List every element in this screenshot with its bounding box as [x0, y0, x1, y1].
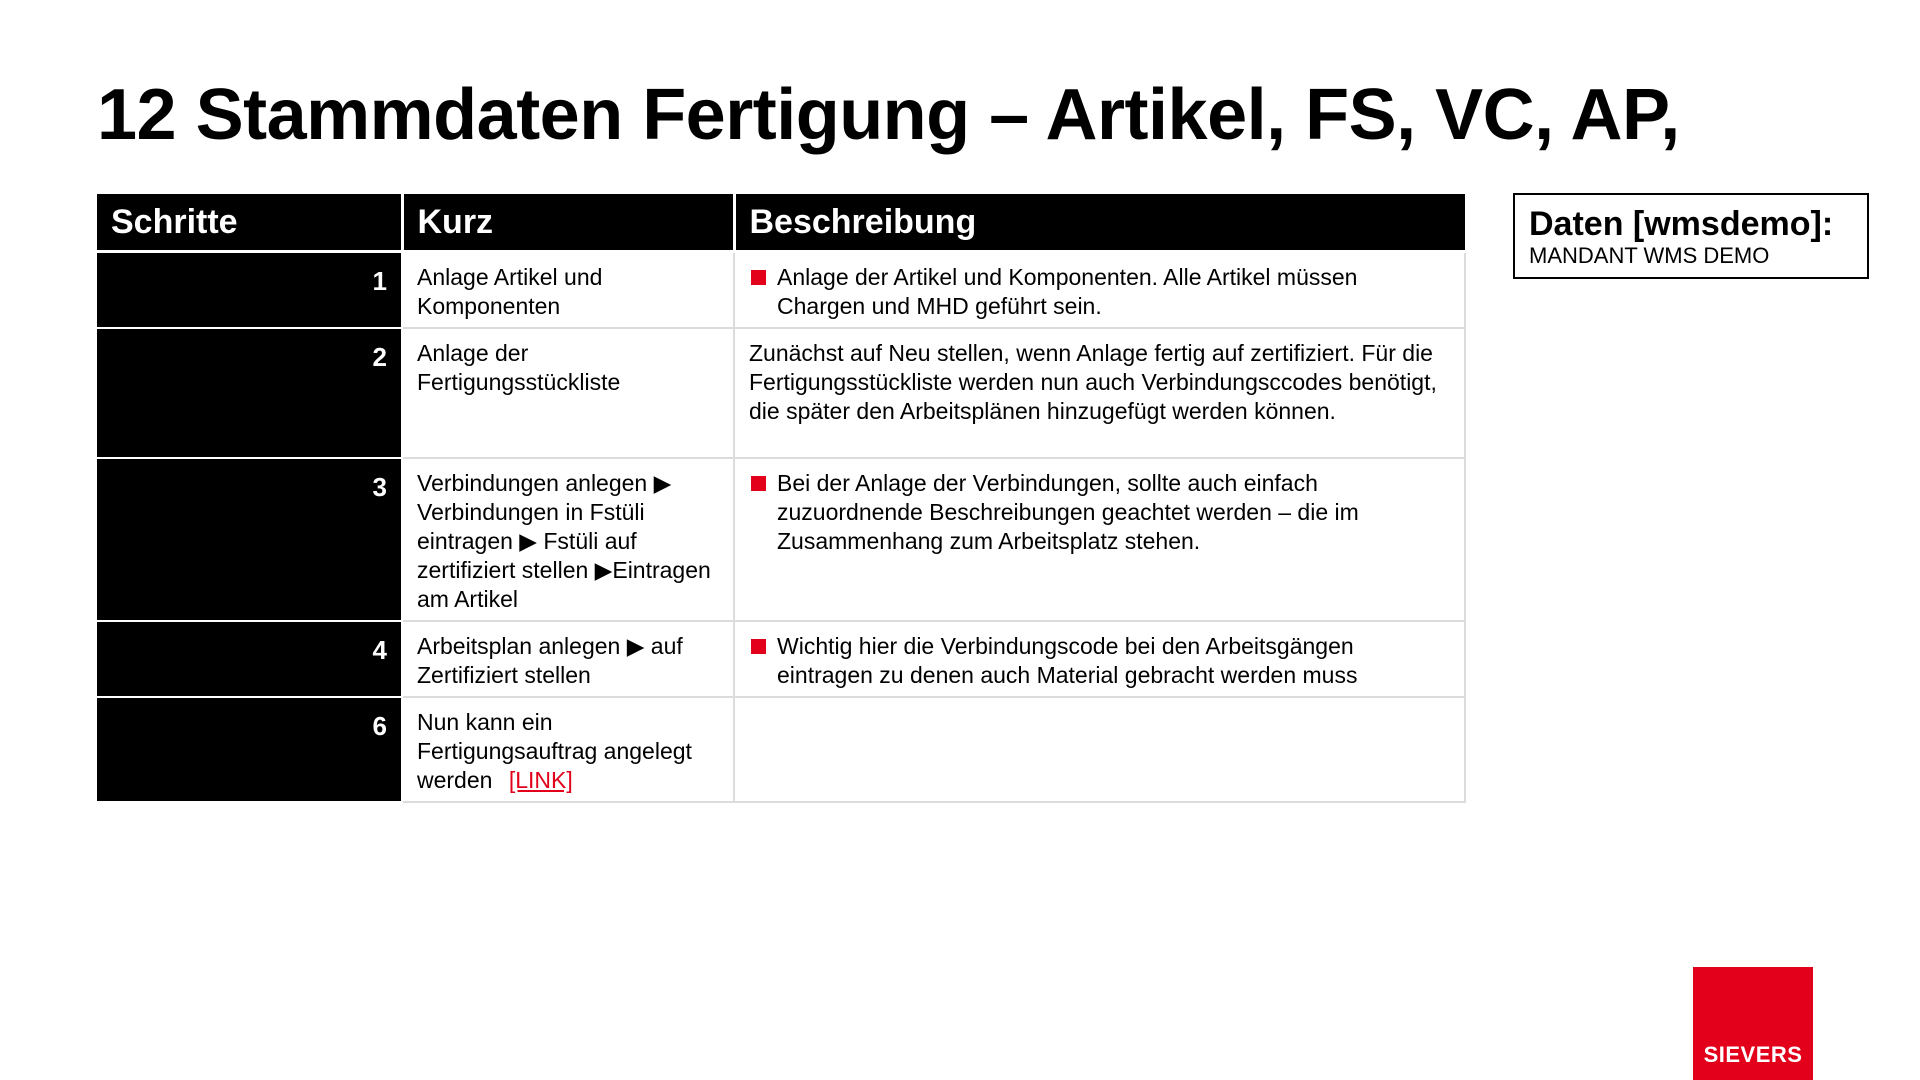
- fertigungsauftrag-link[interactable]: [LINK]: [508, 767, 573, 793]
- table-row: [97, 458, 1465, 621]
- page-title: 12 Stammdaten Fertigung – Artikel, FS, VC, AP,: [97, 75, 1680, 155]
- step-short-text: Nun kann ein Fertigungsauftrag angelegt werden: [417, 709, 692, 793]
- step-number: 6: [97, 697, 402, 802]
- step-number: 3: [97, 458, 402, 621]
- step-description: [734, 252, 1465, 329]
- step-short: Anlage der Fertigungsstückliste: [402, 328, 734, 458]
- header-steps: Schritte: [97, 194, 402, 252]
- step-description: [734, 458, 1465, 621]
- steps-table: [97, 194, 1466, 803]
- table-row: [97, 621, 1465, 697]
- red-square-bullet-icon: [751, 476, 766, 491]
- step-description: [734, 697, 1465, 802]
- step-description: Zunächst auf Neu stellen, wenn Anlage fertig auf zertifiziert. Für die Fertigungsstückliste werden nun auch Verbindungsccodes benötigt, die später den Arbeitsplänen hinzugefügt werden können.: [734, 328, 1465, 458]
- step-description: [734, 621, 1465, 697]
- red-square-bullet-icon: [751, 639, 766, 654]
- step-short: Anlage Artikel und Komponenten: [402, 252, 734, 329]
- red-square-bullet-icon: [751, 270, 766, 285]
- step-description-text: Anlage der Artikel und Komponenten. Alle Artikel müssen Chargen und MHD geführt sein.: [777, 264, 1358, 319]
- data-box-value: MANDANT WMS DEMO: [1529, 243, 1770, 268]
- header-short: Kurz: [402, 194, 734, 252]
- step-description-text: Bei der Anlage der Verbindungen, sollte auch einfach zuzuordnende Beschreibungen geachtet werden – die im Zusammenhang zum Arbeitsplatz stehen.: [777, 470, 1359, 554]
- step-short: Verbindungen anlegen ▶ Verbindungen in Fstüli eintragen ▶ Fstüli auf zertifiziert stellen ▶Eintragen am Artikel: [402, 458, 734, 621]
- step-number: 2: [97, 328, 402, 458]
- data-info-box: [1513, 193, 1869, 279]
- sievers-logo: [1693, 967, 1813, 1080]
- step-number: 1: [97, 252, 402, 329]
- table-row: [97, 328, 1465, 458]
- data-box-title: Daten [wmsdemo]:: [1529, 205, 1834, 243]
- table-row: [97, 252, 1465, 329]
- header-description: Beschreibung: [734, 194, 1465, 252]
- step-number: 4: [97, 621, 402, 697]
- step-short: Arbeitsplan anlegen ▶ auf Zertifiziert stellen: [402, 621, 734, 697]
- table-header-row: [97, 194, 1465, 252]
- step-description-text: Wichtig hier die Verbindungscode bei den Arbeitsgängen eintragen zu denen auch Material gebracht werden muss: [777, 633, 1358, 688]
- step-short: [402, 697, 734, 802]
- logo-text: SIEVERS: [1703, 1042, 1803, 1067]
- table-row: [97, 697, 1465, 802]
